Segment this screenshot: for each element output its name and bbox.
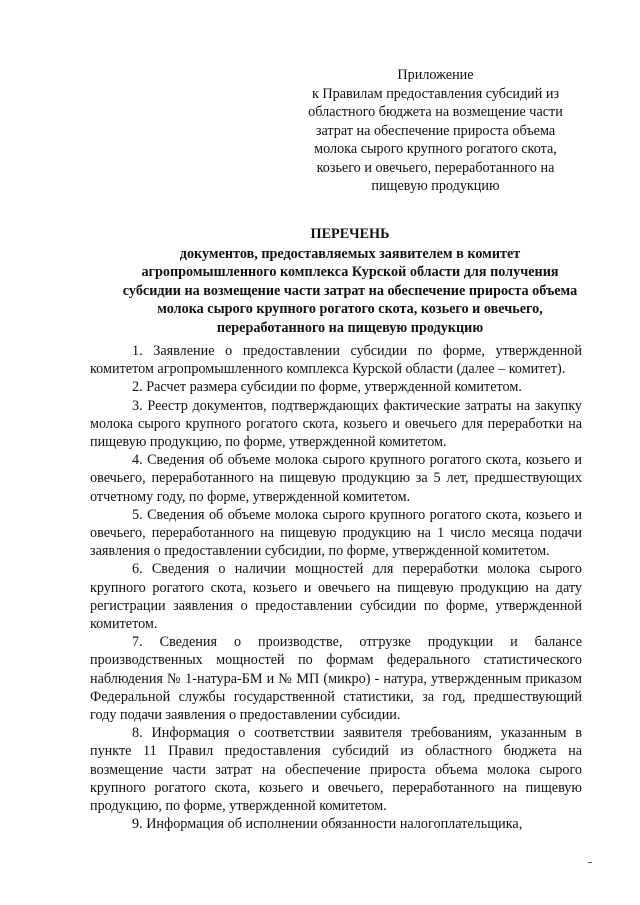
- title-line: документов, предоставляемых заявителем в комитет: [179, 245, 521, 262]
- appendix-block: [298, 66, 573, 196]
- appendix-line: пищевую продукцию: [371, 178, 500, 194]
- list-item: 1. Заявление о предоставлении субсидии по форме, утвержденной комитетом агропромышленного комплекса Курской области (далее – комитет).: [90, 343, 582, 378]
- list-item: 5. Сведения об объеме молока сырого крупного рогатого скота, козьего и овечьего, переработанного на пищевую продукцию на 1 число месяца подачи заявления о предоставлении субсидии, по форме, утвержденной комитетом.: [90, 506, 582, 560]
- title-line: агропромышленного комплекса Курской области для получения: [141, 264, 559, 280]
- appendix-line: молока сырого крупного рогатого скота,: [314, 141, 557, 157]
- title-line: молока сырого крупного рогатого скота, козьего и овечьего,: [157, 301, 543, 317]
- appendix-line: к Правилам предоставления субсидий из: [311, 85, 560, 102]
- document-title: [60, 225, 640, 337]
- title-line: субсидии на возмещение части затрат на обеспечение прироста объема: [122, 282, 578, 299]
- title-heading: ПЕРЕЧЕНЬ: [310, 226, 390, 242]
- list-item: 4. Сведения об объеме молока сырого крупного рогатого скота, козьего и овечьего, переработанного на пищевую продукцию за 5 лет, предшествующих отчетному году, по форме, утвержденной комитетом.: [90, 452, 582, 505]
- appendix-label: Приложение: [397, 67, 474, 83]
- list-item: 9. Информация об исполнении обязанности налогоплательщика,: [132, 816, 523, 833]
- list-item: 2. Расчет размера субсидии по форме, утвержденной комитетом.: [132, 379, 522, 396]
- appendix-line: затрат на обеспечение прироста объема: [315, 122, 556, 139]
- document-body: [90, 342, 582, 833]
- title-line: переработанного на пищевую продукцию: [216, 319, 484, 336]
- list-item: 6. Сведения о наличии мощностей для переработки молока сырого крупного рогатого скота, козьего и овечьего на пищевую продукцию на дату регистрации заявления о предоставлении субсидии по форме, утвержденной комитетом.: [90, 561, 582, 633]
- scan-mark: [588, 862, 592, 863]
- list-item: 3. Реестр документов, подтверждающих фактические затраты на закупку молока сырого крупного рогатого скота, козьего и овечьего для переработки на пищевую продукцию, по форме, утвержденной комитетом.: [90, 397, 582, 451]
- appendix-line: козьего и овечьего, переработанного на: [316, 159, 555, 176]
- list-item: 7. Сведения о производстве, отгрузке продукции и балансе производственных мощностей по формам федерального статистического наблюдения № 1-натура-БМ и № МП (микро) - натура, утвержденным приказом Федеральной службы государственной статистики, за год, предшествующий году подачи заявления о предоставлении субсидии.: [90, 634, 582, 724]
- appendix-line: областного бюджета на возмещение части: [308, 104, 563, 120]
- list-item: 8. Информация о соответствии заявителя требованиям, указанным в пункте 11 Правил предоставления субсидий из областного бюджета на возмещение части затрат на обеспечение прироста объема молока сырого крупного рогатого скота, козьего и овечьего, переработанного на пищевую продукцию, по форме, утвержденной комитетом.: [90, 725, 582, 815]
